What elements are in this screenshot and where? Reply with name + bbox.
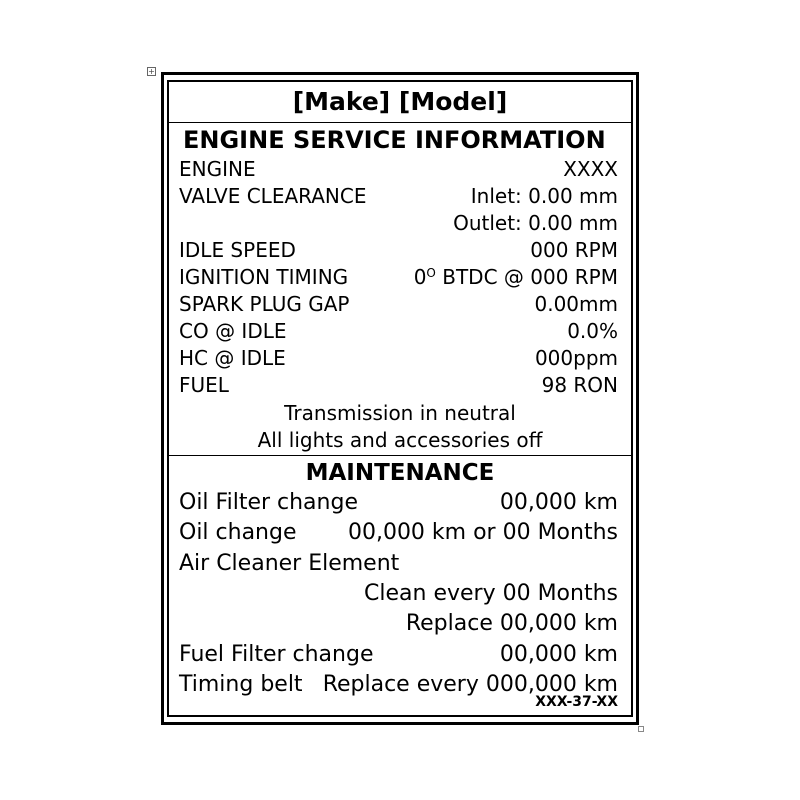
degree-superscript: O [426, 266, 436, 280]
air-cleaner-clean-value: Clean every 00 Months [364, 581, 618, 606]
spark-plug-gap-label: SPARK PLUG GAP [179, 292, 350, 316]
valve-clearance-label: VALVE CLEARANCE [179, 184, 367, 208]
ignition-timing-label: IGNITION TIMING [179, 265, 349, 289]
air-cleaner-replace-value: Replace 00,000 km [405, 611, 618, 636]
fuel-label: FUEL [179, 373, 229, 397]
timing-belt-label: Timing belt [179, 672, 303, 697]
fuel-filter-row [179, 640, 618, 670]
air-cleaner-row [179, 549, 618, 579]
make-model-title: [Make] [Model] [169, 82, 631, 123]
engine-service-heading: ENGINE SERVICE INFORMATION [183, 126, 606, 154]
oil-change-label: Oil change [179, 520, 297, 545]
valve-outlet-row [179, 210, 618, 237]
oil-change-value: 00,000 km or 00 Months [347, 520, 618, 545]
fuel-value: 98 RON [541, 373, 618, 397]
co-idle-value: 0.0% [567, 319, 618, 343]
co-idle-label: CO @ IDLE [179, 319, 287, 343]
fuel-row [179, 372, 618, 399]
idle-speed-value: 000 RPM [530, 238, 618, 262]
engine-row [179, 156, 618, 183]
hc-idle-label: HC @ IDLE [179, 346, 286, 370]
table-move-handle-icon[interactable]: + [148, 67, 155, 76]
fuel-filter-label: Fuel Filter change [179, 642, 374, 667]
maintenance-section [169, 456, 631, 715]
valve-outlet-value: Outlet: 0.00 mm [453, 211, 618, 235]
hc-idle-row [179, 345, 618, 372]
oil-change-row [179, 518, 618, 548]
maintenance-heading: MAINTENANCE [305, 460, 495, 486]
engine-service-section [169, 122, 631, 456]
spark-plug-gap-value: 0.00mm [534, 292, 618, 316]
ignition-btdc: BTDC @ 000 RPM [435, 265, 618, 289]
valve-clearance-row [179, 183, 618, 210]
ignition-degrees: 0 [413, 265, 427, 289]
co-idle-row [179, 318, 618, 345]
table-resize-handle-icon[interactable] [638, 726, 644, 732]
note-lights: All lights and accessories off [257, 428, 543, 452]
ignition-timing-value [414, 264, 618, 291]
fuel-filter-value: 00,000 km [499, 642, 618, 667]
hc-idle-value: 000ppm [534, 346, 618, 370]
idle-speed-label: IDLE SPEED [179, 238, 296, 262]
service-label-inner-border [167, 80, 633, 717]
part-code: XXX-37-XX [535, 694, 618, 710]
engine-value: XXXX [563, 157, 618, 181]
idle-speed-row [179, 237, 618, 264]
valve-inlet-value: Inlet: 0.00 mm [470, 184, 618, 208]
ignition-timing-row [179, 264, 618, 291]
service-label [161, 72, 639, 725]
air-cleaner-clean-row [179, 579, 618, 609]
oil-filter-label: Oil Filter change [179, 490, 358, 515]
oil-filter-value: 00,000 km [499, 490, 618, 515]
air-cleaner-replace-row [179, 609, 618, 639]
spark-plug-gap-row [179, 291, 618, 318]
air-cleaner-label: Air Cleaner Element [179, 551, 400, 576]
oil-filter-row [179, 488, 618, 518]
timing-belt-value: Replace every 000,000 km [322, 672, 618, 697]
note-transmission: Transmission in neutral [284, 401, 516, 425]
engine-label: ENGINE [179, 157, 256, 181]
